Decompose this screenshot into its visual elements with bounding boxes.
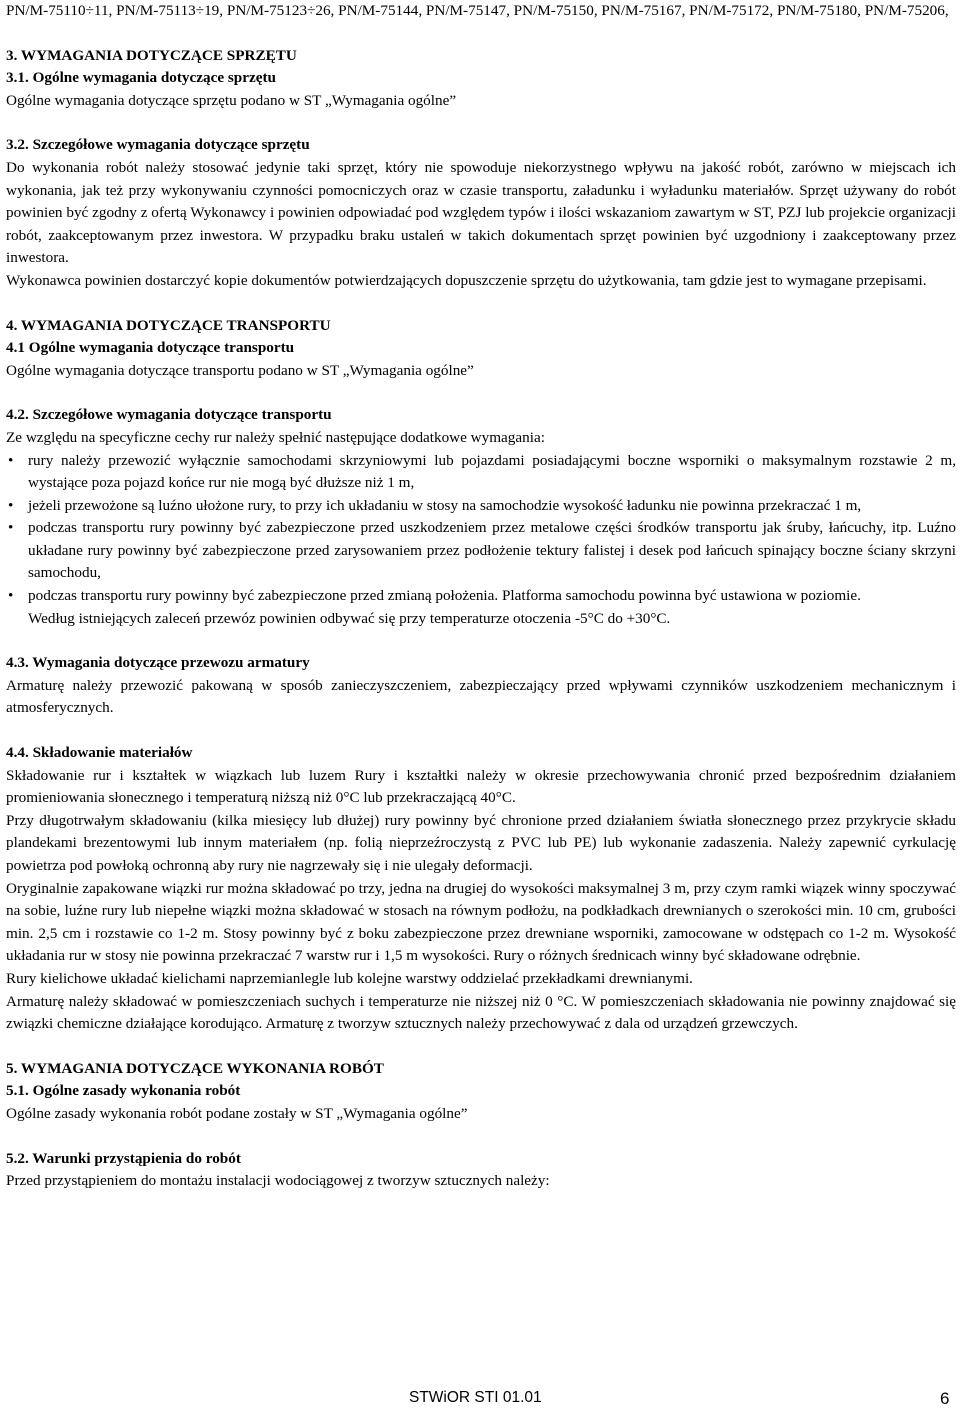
section-3-1-heading: 3.1. Ogólne wymagania dotyczące sprzętu [6, 69, 276, 87]
section-4-heading: 4. WYMAGANIA DOTYCZĄCE TRANSPORTU [6, 316, 331, 334]
section-4-3-heading: 4.3. Wymagania dotyczące przewozu armatury [6, 654, 310, 672]
page-number: 6 [940, 1389, 950, 1408]
section-4-4-paragraph-3: Oryginalnie zapakowane wiązki rur można składować po trzy, jedna na drugiej do wysokości maksymalnej 3 m, przy czym ramki wiązek winny spoczywać na sobie, luźne rury lub niepełne wiązki można składować w stosach na równym podłożu, na podkładkach drewnianych o szerokości min. 10 cm, grubości min. 2,5 cm i rozstawie co 1-2 m. Stosy powinny być z boku zabezpieczone przez drewniane wsporniki, zamocowane w odstępach co 1-2 m. Wysokość układania rur w stosy nie powinna przekraczać 7 warstw rur i 1,5 m wysokości. Rury o różnych średnicach winny być składowane odrębnie. [6, 879, 956, 965]
section-5-1-heading: 5.1. Ogólne zasady wykonania robót [6, 1082, 241, 1100]
list-item: • rury należy przewozić wyłącznie samochodami skrzyniowymi lub pojazdami posiadającymi boczne wsporniki o maksymalnym rozstawie 2 m, wystające poza pojazd końce rur nie mogą być dłuższe niż 1 m, [28, 450, 956, 495]
section-3-2-paragraph-1: Do wykonania robót należy stosować jedynie taki sprzęt, który nie spowoduje niekorzystnego wpływu na jakość robót, zarówno w miejscach ich wykonania, jak też przy wykonywaniu czynności pomocniczych oraz w czasie transportu, załadunku i wyładunku materiałów. Sprzęt używany do robót powinien być zgodny z ofertą Wykonawcy i powinien odpowiadać pod względem typów i ilości wskazaniom zawartym w ST, PZJ lub projekcie organizacji robót, zaakceptowanym przez inwestora. W przypadku braku ustaleń w takich dokumentach sprzęt powinien być uzgodniony i zaakceptowany przez inwestora. [6, 158, 956, 267]
list-item: • jeżeli przewożone są luźno ułożone rury, to przy ich układaniu w stosy na samochodzie wysokość ładunku nie powinna przekraczać 1 m, [28, 495, 956, 518]
list-item: • podczas transportu rury powinny być zabezpieczone przed zmianą położenia. Platforma samochodu powinna być ustawiona w poziomie. [28, 585, 956, 608]
document-code: STWiOR STI 01.01 [409, 1389, 542, 1406]
document-page [6, 0, 956, 1193]
section-4-4-heading: 4.4. Składowanie materiałów [6, 744, 193, 762]
page-footer [0, 1387, 960, 1411]
list-item: • podczas transportu rury powinny być zabezpieczone przed uszkodzeniem przez metalowe części środków transportu jak śruby, łańcuchy, itp. Luźno układane rury powinny być zabezpieczone przed zarysowaniem przez podłożenie tektury falistej i desek pod łańcuch spinający boczne ściany skrzyni samochodu, [28, 517, 956, 585]
section-4-4-paragraph-2: Przy długotrwałym składowaniu (kilka miesięcy lub dłużej) rury powinny być chronione przed działaniem światła słonecznego przez przykrycie składu plandekami brezentowymi lub innym materiałem (np. folią nieprzeźroczystą z PVC lub PE) lub wykonanie zadaszenia. Należy zapewnić cyrkulację powietrza pod powłoką ochronną aby rury nie nagrzewały się i nie ulegały deformacji. [6, 811, 956, 874]
section-4-4-paragraph-4: Rury kielichowe układać kielichami naprzemianlegle lub kolejne warstwy oddzielać przekładkami drewnianymi. [6, 969, 693, 987]
section-5-heading: 5. WYMAGANIA DOTYCZĄCE WYKONANIA ROBÓT [6, 1059, 384, 1077]
section-5-2-text: Przed przystąpieniem do montażu instalacji wodociągowej z tworzyw sztucznych należy: [6, 1172, 550, 1190]
standards-list: PN/M-75110÷11, PN/M-75113÷19, PN/M-75123÷26, PN/M-75144, PN/M-75147, PN/M-75150, PN/M-75167, PN/M-75172, PN/M-75180, PN/M-75206, [6, 2, 949, 19]
section-3-1-text: Ogólne wymagania dotyczące sprzętu podano w ST „Wymagania ogólne” [6, 91, 457, 109]
section-4-1-text: Ogólne wymagania dotyczące transportu podano w ST „Wymagania ogólne” [6, 361, 474, 379]
section-3-2-paragraph-2: Wykonawca powinien dostarczyć kopie dokumentów potwierdzających dopuszczenie sprzętu do użytkowania, tam gdzie jest to wymagane przepisami. [6, 271, 927, 289]
section-4-4-paragraph-1: Składowanie rur i kształtek w wiązkach lub luzem Rury i kształtki należy w okresie przechowywania chronić przed bezpośrednim działaniem promieniowania słonecznego i temperaturą niższą niż 0°C lub przekraczającą 40°C. [6, 766, 956, 807]
section-5-1-text: Ogólne zasady wykonania robót podane zostały w ST „Wymagania ogólne” [6, 1104, 468, 1122]
section-4-3-text: Armaturę należy przewozić pakowaną w sposób zanieczyszczeniem, zabezpieczający przed wpływami czynników uszkodzeniem mechanicznym i atmosferycznych. [6, 676, 956, 717]
transport-requirements-list [6, 450, 956, 608]
section-4-1-heading: 4.1 Ogólne wymagania dotyczące transportu [6, 339, 295, 357]
section-4-4-paragraph-5: Armaturę należy składować w pomieszczeniach suchych i temperaturze nie niższej niż 0 °C. W pomieszczeniach składowania nie powinny znajdować się związki chemiczne działające korodująco. Armaturę z tworzyw sztucznych należy przechowywać z dala od urządzeń grzewczych. [6, 992, 956, 1033]
section-4-2-temperature-note: Według istniejących zaleceń przewóz powinien odbywać się przy temperaturze otoczenia -5°C do +30°C. [28, 609, 671, 627]
section-5-2-heading: 5.2. Warunki przystąpienia do robót [6, 1149, 241, 1167]
section-4-2-intro: Ze względu na specyficzne cechy rur należy spełnić następujące dodatkowe wymagania: [6, 428, 545, 446]
section-4-2-heading: 4.2. Szczegółowe wymagania dotyczące transportu [6, 406, 332, 424]
section-3-heading: 3. WYMAGANIA DOTYCZĄCE SPRZĘTU [6, 46, 297, 64]
section-3-2-heading: 3.2. Szczegółowe wymagania dotyczące sprzętu [6, 136, 310, 154]
